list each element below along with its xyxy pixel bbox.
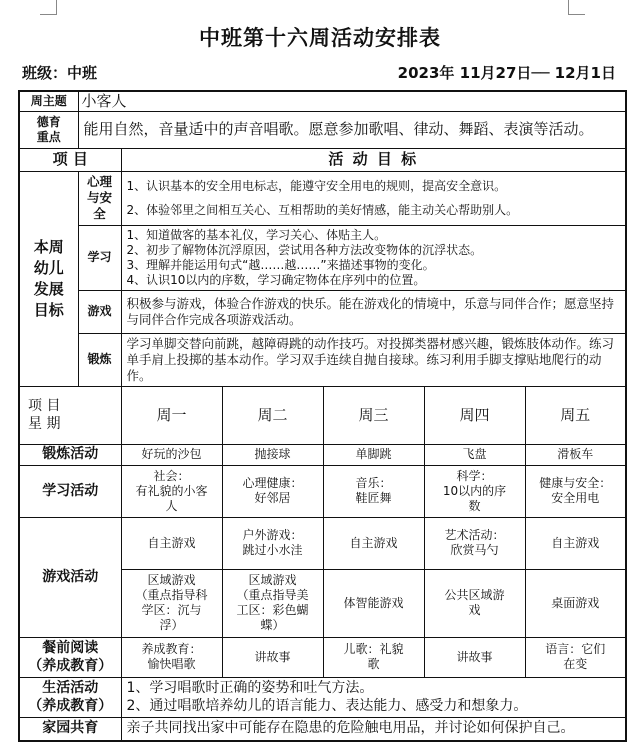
home-text: 亲子共同找出家中可能存在隐患的危险触电用品，并讨论如何保护自己。 [121, 717, 626, 741]
goal-category-study: 学习 [78, 225, 121, 290]
theme-label: 周主题 [19, 91, 78, 111]
goal-line: 2、初步了解物体沉浮原因，尝试用各种方法改变物体的沉浮状态。 [126, 242, 483, 257]
goal-line: 2、体验邻里之间相互关心、互相帮助的美好情感，能主动关心帮助别人。 [126, 203, 519, 217]
cell-line: 10以内的序 [442, 483, 507, 498]
life-label [19, 677, 121, 717]
theme-value: 小客人 [78, 91, 626, 111]
cell-line: 语言：它们 [545, 642, 606, 656]
cell-line: 蝶） [260, 618, 285, 632]
cell-line: 学区：沉与 [141, 603, 202, 617]
moral-value: 能用自然，音量适中的声音唱歌。愿意参加歌唱、律动、舞蹈、表演等活动。 [78, 111, 626, 148]
goal-category-exercise: 锻炼 [78, 333, 121, 386]
goal-category-line: 与安 [86, 190, 112, 205]
goals-main-label-line: 目标 [33, 300, 64, 319]
study-activity-label: 学习活动 [19, 465, 121, 517]
cell-line: 区域游戏 [147, 573, 196, 587]
schedule-table [18, 90, 627, 742]
cell-line: 养成教育： [141, 642, 202, 656]
game-cell [222, 517, 323, 569]
reading-label-line: （养成教育） [28, 658, 113, 674]
life-label-line: （养成教育） [28, 698, 113, 714]
game-cell [424, 569, 525, 637]
cell-line: 健康与安全： [539, 476, 612, 490]
cell-line: 愉快唱歌 [147, 657, 196, 671]
goals-header-row [19, 148, 626, 171]
goals-main-label [19, 171, 78, 386]
cell-line: 跳过小水洼 [242, 543, 303, 557]
day-header: 周一 [121, 386, 222, 444]
life-line: 2、通过唱歌培养幼儿的语言能力、表达能力、感受力和想象力。 [126, 698, 528, 714]
goals-main-label-line: 幼儿 [33, 258, 64, 277]
corner-mark-left-v [56, 0, 57, 14]
day-header: 周四 [424, 386, 525, 444]
day-header: 周五 [525, 386, 626, 444]
cell-line: 音乐： [355, 476, 392, 490]
cell-line: （重点指导科 [135, 588, 208, 602]
goal-text-psych [121, 171, 626, 225]
cell-line: 欣赏马勺 [450, 543, 499, 557]
cell-line: 人 [165, 498, 178, 513]
cell-line: 工区：彩色蝴 [236, 603, 309, 617]
cell-line: 社会： [153, 468, 190, 483]
cell-line: 区域游戏 [248, 573, 297, 587]
game-cell [323, 569, 424, 637]
cell-line: 自主游戏 [349, 535, 398, 550]
theme-row [19, 91, 626, 111]
day-header: 周三 [323, 386, 424, 444]
cell-line: 在变 [563, 657, 588, 671]
cell-line: 数 [468, 498, 481, 513]
corner-label-top: 项 目 [28, 398, 61, 414]
cell-line: 讲故事 [456, 649, 493, 664]
date-range: 2023年 11月27日── 12月1日 [397, 64, 616, 82]
goals-main-label-line: 发展 [33, 279, 64, 298]
corner-label-bottom: 星 期 [28, 416, 61, 432]
game-activity-label: 游戏活动 [19, 517, 121, 637]
life-label-line: 生活活动 [42, 680, 99, 696]
game-cell [323, 517, 424, 569]
day-header: 周二 [222, 386, 323, 444]
goal-text-exercise: 学习单脚交替向前跳，越障碍跳的动作技巧。对投掷类器材感兴趣，锻炼肢体动作。练习单手肩上投掷的基本动作。学习双手连续自抛自接球。练习利用手脚支撑贴地爬行的动作。 [121, 333, 626, 386]
cell-line: 户外游戏： [242, 528, 303, 542]
cell-line: （重点指导美 [236, 588, 309, 602]
weekday-header-row [19, 386, 626, 444]
goal-row-game [19, 290, 626, 333]
exercise-cell: 飞盘 [424, 444, 525, 465]
cell-line: 安全用电 [551, 491, 600, 505]
cell-line: 有礼貌的小客 [135, 483, 208, 498]
reading-cell [222, 637, 323, 677]
goal-category-game: 游戏 [78, 290, 121, 333]
corner-mark-left-h [40, 14, 57, 15]
corner-mark-right-v [568, 0, 569, 14]
goal-row-psych [19, 171, 626, 225]
game-cell [121, 517, 222, 569]
cell-line: 科学： [456, 468, 493, 483]
cell-line: 艺术活动： [444, 528, 505, 542]
exercise-cell: 单脚跳 [323, 444, 424, 465]
life-row [19, 677, 626, 717]
goal-category-line: 心理 [86, 174, 112, 189]
reading-cell [323, 637, 424, 677]
goals-item-label: 项 目 [19, 148, 121, 171]
cell-line: 浮） [159, 618, 184, 632]
exercise-activity-row [19, 444, 626, 465]
game-cell [222, 569, 323, 637]
game-cell [525, 569, 626, 637]
cell-line: 儿歌：礼貌 [343, 642, 404, 656]
home-row [19, 717, 626, 741]
reading-cell [121, 637, 222, 677]
study-cell [222, 465, 323, 517]
document-title: 中班第十六周活动安排表 [199, 26, 441, 50]
goal-row-exercise [19, 333, 626, 386]
game-cell [121, 569, 222, 637]
home-label: 家园共育 [19, 717, 121, 741]
cell-line: 歌 [367, 657, 380, 671]
moral-label-line: 重点 [36, 129, 61, 144]
game-cell [525, 517, 626, 569]
life-text [121, 677, 626, 717]
schedule-corner-label [19, 386, 121, 444]
class-label: 班级：中班 [22, 64, 98, 82]
cell-line: 公共区域游 [444, 588, 505, 602]
exercise-cell: 抛接球 [222, 444, 323, 465]
goals-main-label-line: 本周 [33, 237, 64, 256]
goal-text-game: 积极参与游戏，体验合作游戏的快乐。能在游戏化的情境中，乐意与同伴合作；愿意坚持与同伴合作完成各项游戏活动。 [121, 290, 626, 333]
moral-row [19, 111, 626, 148]
goal-row-study [19, 225, 626, 290]
study-activity-row [19, 465, 626, 517]
class-info-row [22, 62, 616, 84]
cell-line: 自主游戏 [551, 535, 600, 550]
goal-category-line: 全 [93, 206, 106, 221]
goal-text-study [121, 225, 626, 290]
cell-line: 讲故事 [254, 649, 291, 664]
goal-line: 4、认识10以内的序数，学习确定物体在序列中的位置。 [126, 272, 426, 287]
cell-line: 鞋匠舞 [355, 491, 392, 505]
goal-line: 1、认识基本的安全用电标志，能遵守安全用电的规则，提高安全意识。 [126, 179, 507, 193]
cell-line: 体智能游戏 [343, 595, 404, 610]
life-line: 1、学习唱歌时正确的姿势和吐气方法。 [126, 680, 374, 696]
game-activity-row-1 [19, 517, 626, 569]
goal-category-psych [78, 171, 121, 225]
cell-line: 戏 [468, 603, 481, 617]
corner-mark-right-h [568, 14, 585, 15]
exercise-activity-label: 锻炼活动 [19, 444, 121, 465]
exercise-cell: 好玩的沙包 [121, 444, 222, 465]
study-cell [424, 465, 525, 517]
cell-line: 好邻居 [254, 491, 291, 505]
game-cell [424, 517, 525, 569]
reading-row [19, 637, 626, 677]
cell-line: 心理健康： [242, 476, 303, 490]
study-cell [323, 465, 424, 517]
cell-line: 自主游戏 [147, 535, 196, 550]
study-cell [525, 465, 626, 517]
goal-line: 3、理解并能运用句式“越……越……”来描述事物的变化。 [126, 257, 435, 272]
reading-label [19, 637, 121, 677]
reading-label-line: 餐前阅读 [42, 640, 99, 656]
moral-label-line: 德育 [36, 114, 61, 129]
goals-header-label: 活 动 目 标 [121, 148, 626, 171]
cell-line: 桌面游戏 [551, 595, 600, 610]
exercise-cell: 滑板车 [525, 444, 626, 465]
study-cell [121, 465, 222, 517]
reading-cell [525, 637, 626, 677]
reading-cell [424, 637, 525, 677]
goal-line: 1、知道做客的基本礼仪，学习关心、体贴主人。 [126, 227, 387, 242]
moral-label [19, 111, 78, 148]
